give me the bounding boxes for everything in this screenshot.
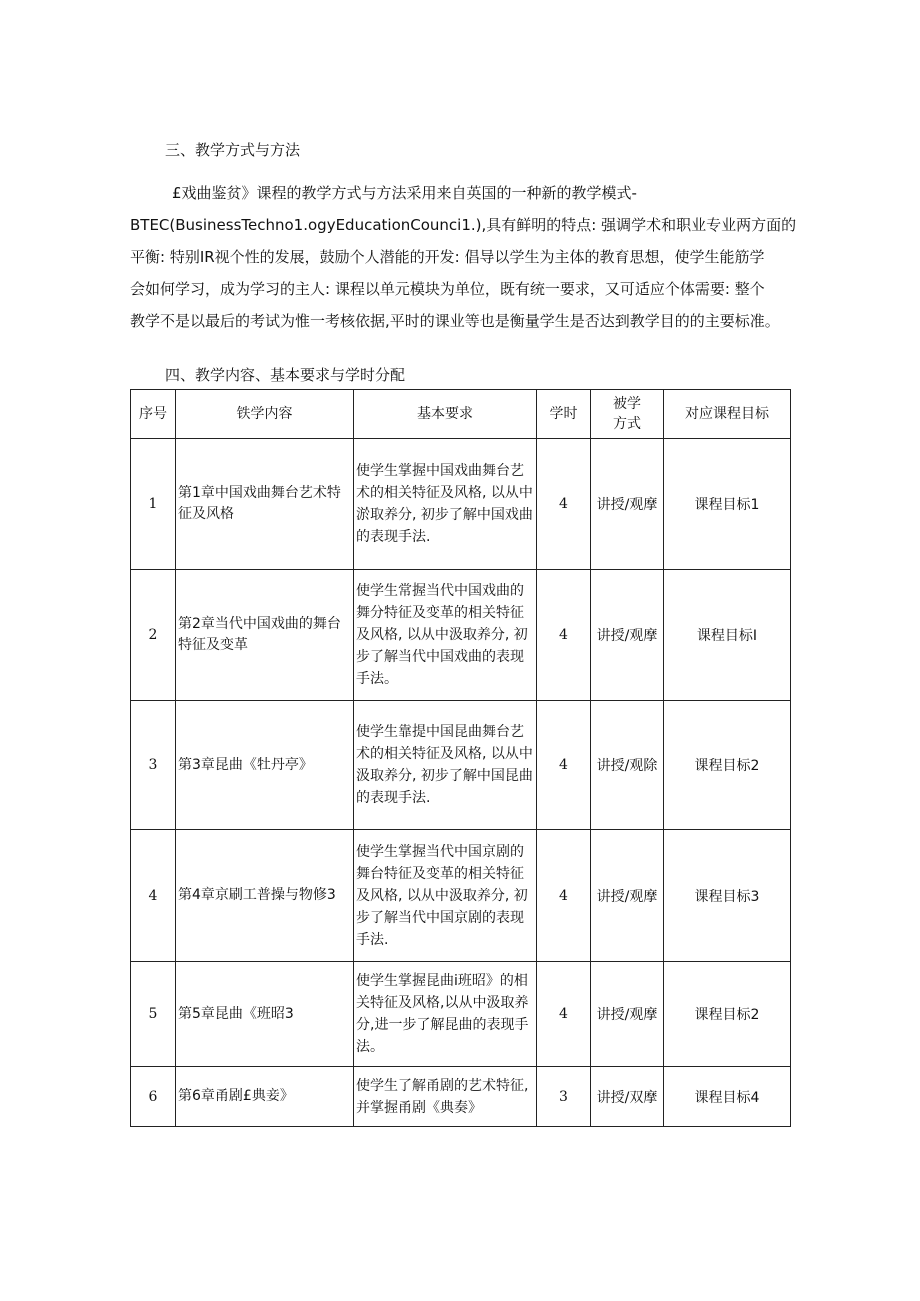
table-row	[131, 439, 791, 570]
cell-goal: 课程目标2	[664, 701, 791, 830]
cell-content: 第4章京刷工普操与物修3	[176, 830, 354, 962]
cell-method: 讲授/观除	[591, 701, 664, 830]
cell-requirement: 使学生掌握昆曲i班昭》的相关特征及风格,以从中汲取养分,进一步了解昆曲的表现手法。	[354, 962, 537, 1067]
header-hours: 学时	[537, 390, 591, 439]
cell-seq: 2	[131, 570, 176, 701]
paragraph-line: BTEC(BusinessTechno1.ogyEducationCounci1.),具有鲜明的特点: 强调学术和职业专业两方面的	[130, 216, 797, 234]
cell-goal: 课程目标4	[664, 1067, 791, 1127]
cell-hours: 3	[537, 1067, 591, 1127]
cell-method: 讲授/观摩	[591, 830, 664, 962]
paragraph-line: 教学不是以最后的考试为惟一考核依据,平时的课业等也是衡量学生是否达到教学目的的主要标准。	[130, 312, 780, 330]
cell-method: 讲授/双摩	[591, 1067, 664, 1127]
cell-hours: 4	[537, 962, 591, 1067]
cell-method: 讲授/观摩	[591, 962, 664, 1067]
cell-requirement: 使学生掌握当代中国京剧的舞台特征及变革的相关特征及风格, 以从中汲取养分, 初步了解当代中国京剧的表现手法.	[354, 830, 537, 962]
section-3-heading: 三、教学方式与方法	[165, 141, 301, 159]
cell-content: 第5章昆曲《班昭3	[176, 962, 354, 1067]
table-row	[131, 1067, 791, 1127]
cell-seq: 1	[131, 439, 176, 570]
header-method-line2: 方式	[613, 416, 641, 432]
cell-content: 第2章当代中国戏曲的舞台特征及变革	[176, 570, 354, 701]
paragraph-line: 会如何学习，成为学习的主人: 课程以单元模块为单位，既有统一要求，又可适应个体需要: 整个	[130, 280, 765, 298]
table-row	[131, 962, 791, 1067]
cell-content: 第1章中国戏曲舞台艺术特征及风格	[176, 439, 354, 570]
cell-goal: 课程目标2	[664, 962, 791, 1067]
paragraph-line: 平衡: 特别IR视个性的发展，鼓励个人潜能的开发: 倡导以学生为主体的教育思想，使学生能筋学	[130, 248, 765, 266]
header-goal: 对应课程目标	[664, 390, 791, 439]
cell-requirement: 使学生靠提中国昆曲舞台艺术的相关特征及风格, 以从中汲取养分, 初步了解中国昆曲的表现手法.	[354, 701, 537, 830]
section-3-paragraph	[130, 177, 797, 337]
header-method	[591, 390, 664, 439]
cell-content: 第3章昆曲《牡丹亭》	[176, 701, 354, 830]
cell-seq: 5	[131, 962, 176, 1067]
header-seq: 序号	[131, 390, 176, 439]
cell-hours: 4	[537, 701, 591, 830]
cell-requirement: 使学生掌握中国戏曲舞台艺术的相关特征及风格, 以从中淤取养分, 初步了解中国戏曲的表现手法.	[354, 439, 537, 570]
cell-content: 第6章甬剧£典妾》	[176, 1067, 354, 1127]
section-4-heading: 四、教学内容、基本要求与学时分配	[165, 366, 406, 384]
cell-seq: 6	[131, 1067, 176, 1127]
table-header-row	[131, 390, 791, 439]
cell-goal: 课程目标3	[664, 830, 791, 962]
table-row	[131, 570, 791, 701]
cell-hours: 4	[537, 830, 591, 962]
cell-hours: 4	[537, 439, 591, 570]
cell-method: 讲授/观摩	[591, 439, 664, 570]
table-row	[131, 701, 791, 830]
cell-method: 讲授/观摩	[591, 570, 664, 701]
cell-goal: 课程目标1	[664, 439, 791, 570]
header-requirement: 基本要求	[354, 390, 537, 439]
header-method-line1: 被学	[613, 396, 641, 412]
course-content-table	[130, 389, 791, 1127]
paragraph-line: £戏曲鉴贫》课程的教学方式与方法采用来自英国的一种新的教学模式-	[172, 184, 637, 202]
cell-hours: 4	[537, 570, 591, 701]
cell-seq: 3	[131, 701, 176, 830]
cell-requirement: 使学生了解甬剧的艺术特征,并掌握甬剧《典奏》	[354, 1067, 537, 1127]
cell-seq: 4	[131, 830, 176, 962]
cell-goal: 课程目标I	[664, 570, 791, 701]
cell-requirement: 使学生常握当代中国戏曲的舞分特征及变革的相关特征及风格, 以从中汲取养分, 初步了解当代中国戏曲的表现手法。	[354, 570, 537, 701]
header-content: 铁学内容	[176, 390, 354, 439]
table-row	[131, 830, 791, 962]
